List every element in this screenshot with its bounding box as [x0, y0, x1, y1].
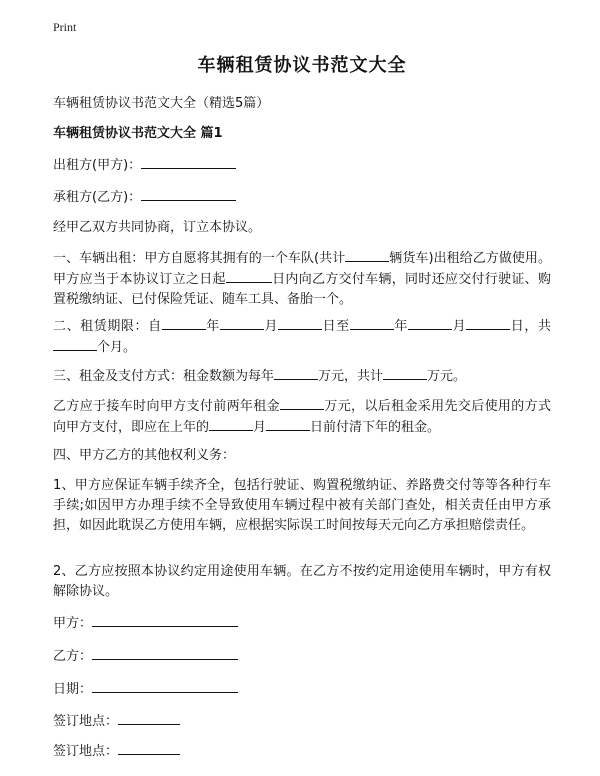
intro-paragraph: 经甲乙双方共同协商，订立本协议。: [53, 220, 262, 235]
due-day-blank: [266, 417, 310, 431]
clause-3b-text-a: 乙方应于接车时向甲方支付前两年租金: [53, 399, 280, 414]
due-month-blank: [209, 417, 253, 431]
clause-3b-text-c: 月: [253, 420, 267, 435]
clause-4-2-paragraph: 2、乙方应按照本协议约定用途使用车辆。在乙方不按约定用途使用车辆时，甲方有权解除协议。: [53, 564, 551, 599]
print-link[interactable]: Print: [53, 20, 77, 34]
sign-place-blank-2: [118, 740, 180, 755]
vehicle-count-blank: [345, 248, 389, 262]
date-field: [53, 678, 238, 700]
clause-3b-text-b: 万元，以后租金采用先交后使用的方式向甲方支付，即应在上年的: [53, 399, 551, 435]
date-blank: [92, 678, 238, 693]
document-subtitle: 车辆租赁协议书范文大全（精选5篇）: [53, 96, 270, 111]
clause-2-month-2: 月: [452, 319, 467, 334]
clause-4-1-paragraph: 1、甲方应保证车辆手续齐全，包括行驶证、购置税缴纳证、养路费交付等等各种行车手续;如因甲方办理手续不全导致使用车辆过程中被有关部门查处，相关责任由甲方承担，如因此耽误乙方使用车辆，应根据实际误工时间按每天元向乙方承担赔偿责任。: [53, 478, 551, 533]
clause-3b-paragraph: [53, 396, 551, 438]
date-label: 日期：: [53, 682, 93, 697]
sign-place-label-1: 签订地点：: [53, 714, 119, 729]
party-a-blank: [92, 612, 238, 627]
clause-2-day-2: 日，共: [510, 319, 551, 334]
lessor-field: [53, 154, 236, 176]
section-heading: 车辆租赁协议书范文大全 篇1: [53, 126, 223, 141]
party-b-field: [53, 645, 238, 667]
document-title: 车辆租赁协议书范文大全: [197, 55, 407, 76]
months-blank: [53, 337, 97, 351]
lessee-label: 承租方(乙方)：: [53, 190, 142, 205]
delivery-days-blank: [226, 269, 272, 283]
clause-1-text-a: 一、车辆出租：甲方自愿将其拥有的一个车队(共计: [53, 251, 346, 266]
clause-3-paragraph: [53, 366, 551, 387]
clause-2-month-1: 月: [263, 319, 279, 334]
party-a-label: 甲方：: [53, 616, 93, 631]
lessor-blank: [141, 154, 236, 169]
party-a-field: [53, 612, 238, 634]
lessor-label: 出租方(甲方)：: [53, 158, 142, 173]
sign-place-field-2: [53, 740, 180, 762]
clause-3b-text-d: 日前付清下年的租金。: [310, 420, 441, 435]
clause-3-text-c: 万元。: [427, 369, 467, 384]
clause-4-heading: 四、甲方乙方的其他权利义务：: [53, 448, 236, 463]
end-month-blank: [408, 316, 452, 330]
clause-2-months: 个月。: [97, 340, 137, 355]
sign-place-blank-1: [118, 710, 180, 725]
party-b-label: 乙方：: [53, 649, 93, 664]
clause-1-text-b: 辆货车)出租给乙方做使用。甲方应当于本协议订立之日起: [53, 251, 551, 287]
total-rent-blank: [383, 366, 427, 380]
lessee-field: [53, 186, 236, 208]
sign-place-label-2: 签订地点：: [53, 744, 119, 759]
clause-2-paragraph: [53, 316, 551, 358]
sign-place-field-1: [53, 710, 180, 732]
annual-rent-blank: [274, 366, 318, 380]
prepay-rent-blank: [280, 396, 324, 410]
start-day-blank: [278, 316, 322, 330]
clause-1-text-c: 日内向乙方交付车辆，同时还应交付行驶证、购置税缴纳证、已付保险凭证、随车工具、备胎一个。: [53, 272, 551, 307]
clause-2-year-2: 年: [393, 319, 409, 334]
clause-3-text-b: 万元，共计: [318, 369, 384, 384]
end-year-blank: [350, 316, 394, 330]
start-year-blank: [162, 316, 206, 330]
clause-1-paragraph: [53, 248, 551, 310]
lessee-blank: [141, 186, 236, 201]
clause-2-year-1: 年: [205, 319, 220, 334]
end-day-blank: [466, 316, 510, 330]
party-b-blank: [92, 645, 238, 660]
clause-2-day-1: 日至: [322, 319, 350, 334]
clause-3-text-a: 三、租金及支付方式：租金数额为每年: [53, 369, 275, 384]
clause-2-text-a: 二、租赁期限：自: [53, 319, 162, 334]
start-month-blank: [220, 316, 264, 330]
